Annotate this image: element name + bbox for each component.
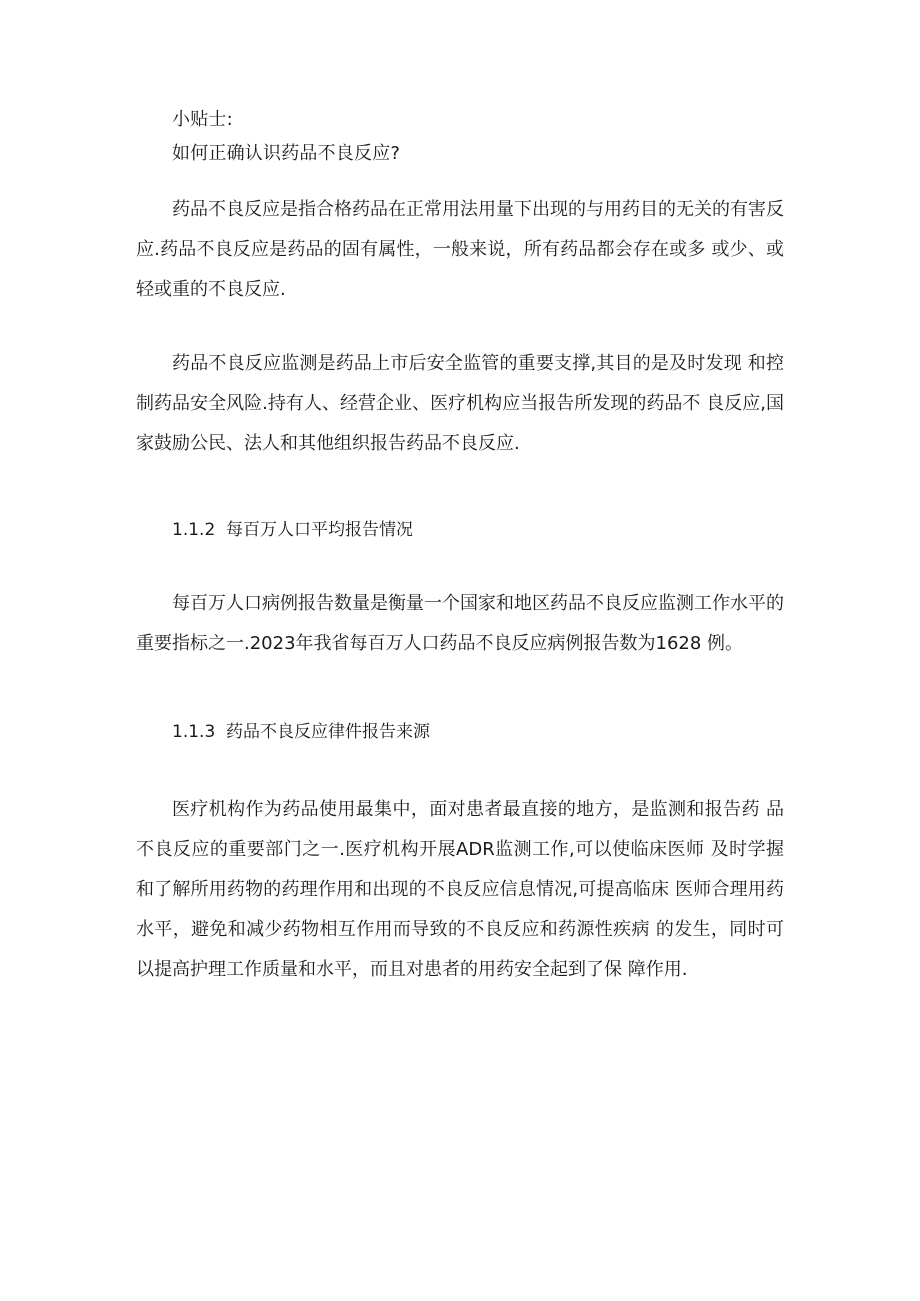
section-title: 每百万人口平均报告情况	[226, 520, 413, 540]
paragraph-per-million-reports: 每百万人口病例报告数量是衡量一个国家和地区药品不良反应监测工作水平的重要指标之一.2023年我省每百万人口药品不良反应病例报告数为1628 例。	[136, 593, 784, 654]
section-title: 药品不良反应律件报告来源	[226, 722, 430, 742]
section-number: 1.1.3	[172, 722, 216, 742]
section-number: 1.1.2	[172, 520, 216, 540]
tip-question: 如何正确认识药品不良反应?	[172, 143, 401, 164]
tip-title: 小贴士:	[172, 109, 233, 130]
paragraph-adr-monitoring: 药品不良反应监测是药品上市后安全监管的重要支撑,其目的是及时发现 和控制药品安全风险.持有人、经营企业、医疗机构应当报告所发现的药品不 良反应,国家鼓励公民、法人和其他组织报告药品不良反应.	[136, 353, 784, 454]
section-heading-1-1-3	[172, 720, 430, 744]
paragraph-medical-institutions: 医疗机构作为药品使用最集中，面对患者最直接的地方，是监测和报告药 品不良反应的重要部门之一.医疗机构开展ADR监测工作,可以使临床医师 及时学握和了解所用药物的药理作用和出现的不良反应信息情况,可提高临床 医师合理用药水平，避免和减少药物相互作用而导致的不良反应和药源性疾病 的发生，同时可以提高护理工作质量和水平，而且对患者的用药安全起到了保 障作用.	[136, 799, 784, 980]
section-heading-1-1-2	[172, 518, 413, 542]
paragraph-adr-definition: 药品不良反应是指合格药品在正常用法用量下出现的与用药目的无关的有害反应.药品不良反应是药品的固有属性，一般来说，所有药品都会存在或多 或少、或轻或重的不良反应.	[136, 199, 784, 300]
